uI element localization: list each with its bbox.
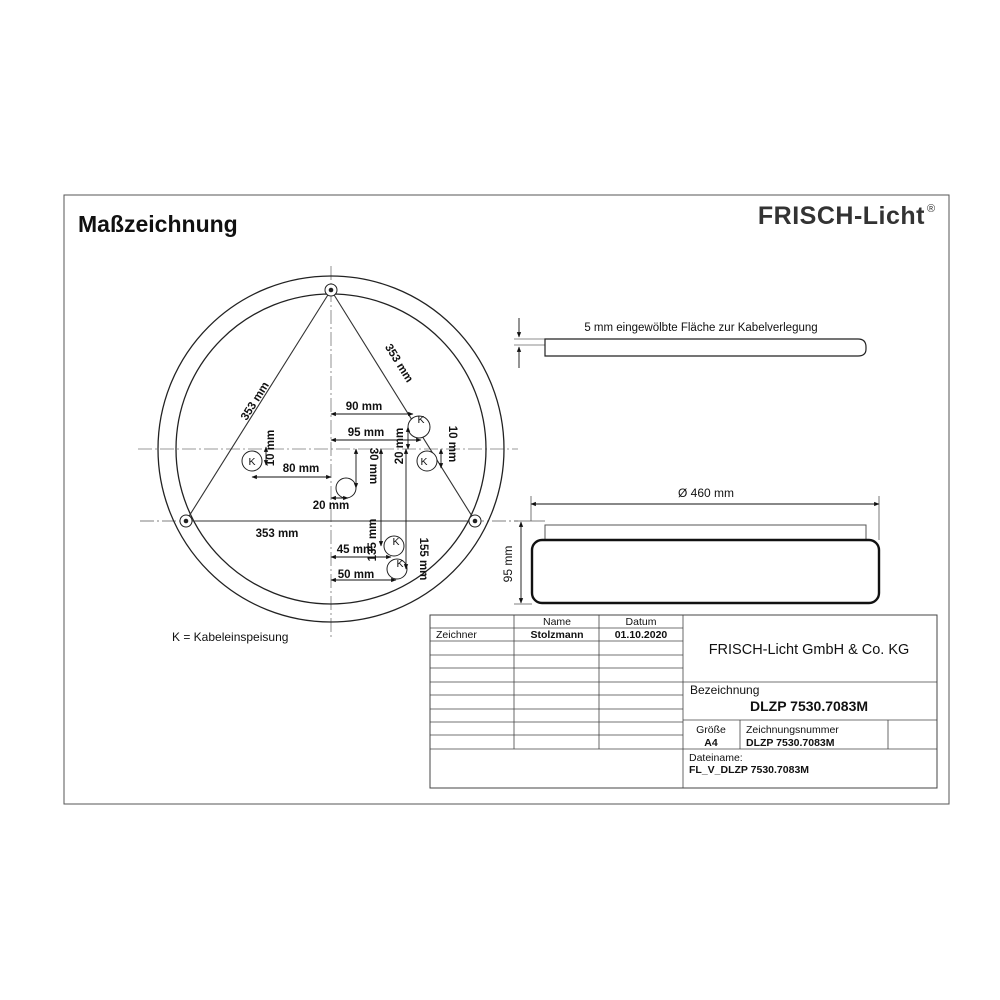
- designation-label: Bezeichnung: [690, 683, 760, 697]
- drawing-number-value: DLZP 7530.7083M: [746, 737, 835, 749]
- top-view: [138, 266, 518, 644]
- cable-entry-upper-right: [408, 414, 430, 438]
- size-value: A4: [704, 737, 718, 749]
- cable-entry-right: [417, 451, 437, 471]
- label-95-height: 95 mm: [501, 545, 515, 583]
- svg-text:K: K: [417, 414, 425, 426]
- label-base: 353 mm: [255, 528, 299, 540]
- legend-cable-entry: K = Kabeleinspeisung: [172, 630, 289, 644]
- label-155: 155 mm: [417, 537, 429, 581]
- drawing-number-label: Zeichnungsnummer: [746, 724, 839, 736]
- label-20-v: 20 mm: [394, 427, 406, 465]
- label-45: 45 mm: [336, 544, 374, 556]
- cable-entry-left: [242, 451, 262, 471]
- label-side-right: 353 mm: [382, 342, 415, 385]
- label-460: Ø 460 mm: [677, 486, 735, 500]
- cable-entry-lower-2: [387, 558, 407, 579]
- brand-logo: FRISCH-Licht: [757, 202, 925, 230]
- svg-text:K: K: [420, 456, 428, 468]
- label-10-left: 10 mm: [265, 429, 277, 467]
- label-80: 80 mm: [282, 463, 320, 475]
- svg-text:K: K: [248, 456, 256, 468]
- col-header-date: Datum: [625, 616, 657, 628]
- side-profile-top: [545, 339, 866, 356]
- label-90: 90 mm: [345, 401, 383, 413]
- row-label-drawer: Zeichner: [436, 629, 477, 641]
- title-block: [430, 615, 937, 788]
- cable-entry-center: [336, 478, 356, 498]
- mounting-plate: [545, 525, 866, 540]
- mount-hole-right-dot: [473, 519, 478, 524]
- company-name: FRISCH-Licht GmbH & Co. KG: [708, 642, 910, 658]
- filename-label: Dateiname:: [689, 752, 743, 764]
- size-label: Größe: [696, 724, 726, 736]
- label-20-h: 20 mm: [312, 500, 350, 512]
- drawer-name: Stolzmann: [530, 629, 584, 641]
- label-10-right: 10 mm: [446, 425, 458, 463]
- designation-value: DLZP 7530.7083M: [749, 698, 869, 714]
- label-30: 30 mm: [367, 447, 379, 485]
- mount-hole-top-dot: [329, 288, 334, 293]
- side-view-bottom: [501, 486, 879, 604]
- label-135: 135 mm: [367, 518, 379, 562]
- brand-registered-mark: ®: [927, 203, 936, 215]
- filename-value: FL_V_DLZP 7530.7083M: [689, 764, 810, 776]
- label-95: 95 mm: [347, 427, 385, 439]
- mounting-triangle: [186, 290, 475, 521]
- drawing-title: Maßzeichnung: [78, 211, 238, 237]
- svg-text:K: K: [392, 536, 400, 548]
- luminaire-body: [532, 540, 879, 603]
- label-50: 50 mm: [337, 569, 375, 581]
- drawing-date: 01.10.2020: [614, 629, 668, 641]
- label-recess: 5 mm eingewölbte Fläche zur Kabelverlegung: [584, 322, 818, 334]
- cable-entry-lower-1: [384, 536, 404, 556]
- mount-hole-left-dot: [184, 519, 189, 524]
- col-header-name: Name: [542, 616, 572, 628]
- side-view-top: [514, 318, 866, 368]
- svg-text:K: K: [396, 558, 404, 570]
- label-side-left: 353 mm: [239, 380, 272, 423]
